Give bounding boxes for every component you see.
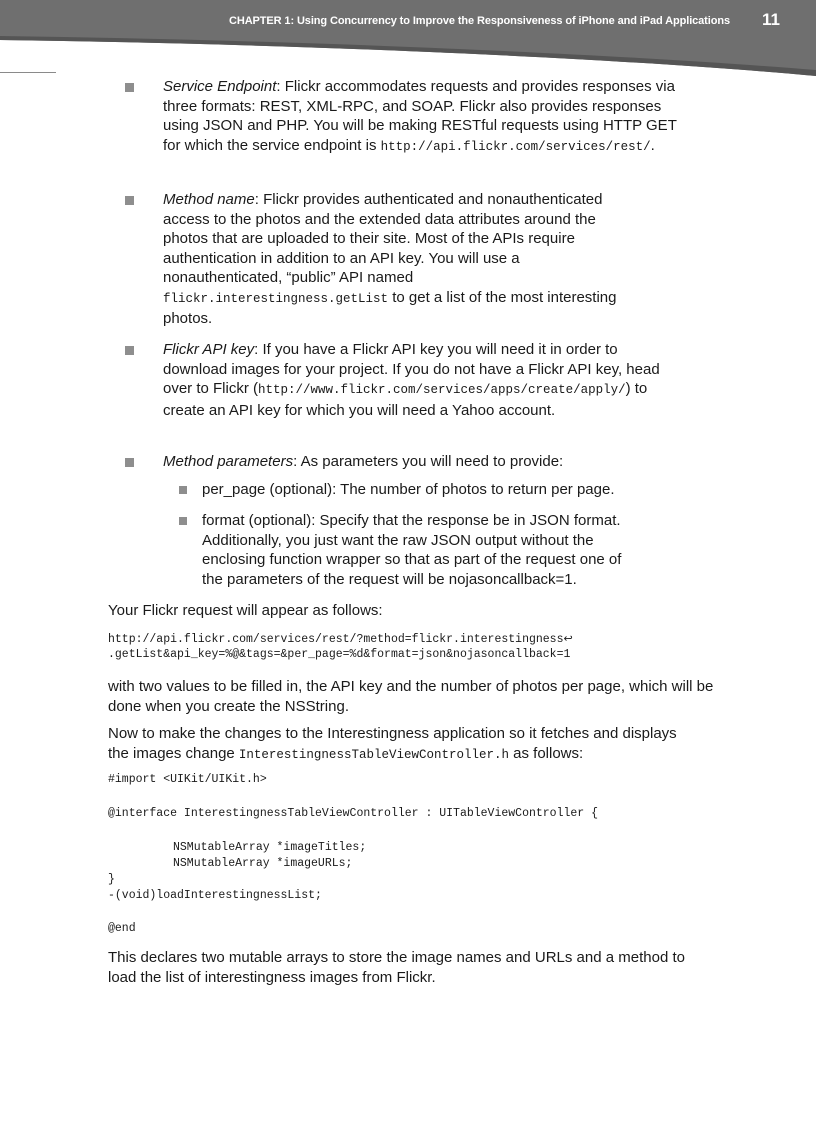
para-text: Now to make the changes to the Interestingness application so it fetches and displays the images change xyxy=(108,725,677,762)
bullet-text: : If you have a Flickr API key you will need it in order to download images for your project. If you do not have a Flickr API key, head over to Flickr ( xyxy=(163,341,660,397)
page-header xyxy=(0,0,816,80)
bullet-term: Method parameters xyxy=(163,453,294,470)
code-interface: @interface InterestingnessTableViewController : UITableViewController { xyxy=(108,807,598,820)
code-image-titles: NSMutableArray *imageTitles; xyxy=(173,841,367,854)
bullet-term: Service Endpoint xyxy=(163,78,277,95)
sub-bullet-square-icon xyxy=(179,517,187,525)
bullet-flickr-api-key xyxy=(163,340,663,420)
bullet-after: to get a list of the most interesting photos. xyxy=(163,288,617,327)
bullet-service-endpoint xyxy=(163,77,683,157)
bullet-square-icon xyxy=(125,83,134,92)
request-code-line: http://api.flickr.com/services/rest/?method=flickr.interestingness xyxy=(108,633,564,646)
bullet-method-name xyxy=(163,190,628,329)
inline-code: InterestingnessTableViewController.h xyxy=(238,747,509,762)
bullet-code: http://api.flickr.com/services/rest/ xyxy=(380,139,651,154)
page-number: 11 xyxy=(762,10,780,29)
line-continuation-icon: ↩ xyxy=(563,632,573,645)
bullet-after: ) to create an API key for which you will need a Yahoo account. xyxy=(163,380,648,419)
code-end: @end xyxy=(108,922,136,935)
bullet-text: : As parameters you will need to provide: xyxy=(293,453,564,470)
code-close-brace: } xyxy=(108,873,115,886)
bullet-code: http://www.flickr.com/services/apps/create/apply/ xyxy=(258,383,626,397)
para-declares: This declares two mutable arrays to store the image names and URLs and a method to load the list of interestingness images from Flickr. xyxy=(108,949,685,986)
bullet-method-parameters xyxy=(163,452,683,472)
request-code-line: .getList&api_key=%@&tags=&per_page=%d&format=json&nojasoncallback=1 xyxy=(108,648,571,661)
sub-bullet-per-page: per_page (optional): The number of photos to return per page. xyxy=(202,481,615,498)
bullet-term: Flickr API key xyxy=(163,341,255,358)
para-text: as follows: xyxy=(508,744,584,762)
bullet-code: flickr.interestingness.getList xyxy=(163,291,389,306)
bullet-text: : Flickr provides authenticated and nonauthenticated access to the photos and the extended data attributes around the photos that are uploaded to their site. Most of the APIs require authentication in addition to an API key. You will use a nonauthenticated, “public” API named xyxy=(163,191,603,286)
bullet-square-icon xyxy=(125,458,134,467)
code-import: #import <UIKit/UIKit.h> xyxy=(108,773,267,786)
sub-bullet-format: format (optional): Specify that the response be in JSON format. Additionally, you just want the raw JSON output without the enclosing function wrapper so that as part of the request one of the parameters of the request will be nojasoncallback=1. xyxy=(202,512,622,588)
request-code-block xyxy=(108,631,573,662)
bullet-term: Method name xyxy=(163,191,255,208)
margin-rule xyxy=(0,72,56,73)
chapter-title: CHAPTER 1: Using Concurrency to Improve the Responsiveness of iPhone and iPad Applications xyxy=(229,15,730,27)
para-request-intro: Your Flickr request will appear as follows: xyxy=(108,602,383,619)
sub-bullet-square-icon xyxy=(179,486,187,494)
para-changes xyxy=(108,724,698,765)
header-band xyxy=(0,0,816,80)
bullet-text: : Flickr accommodates requests and provides responses via three formats: REST, XML-RPC, and SOAP. Flickr also provides responses using JSON and PHP. You will be making RESTful requests using HTTP GET for which the service endpoint is xyxy=(163,78,677,154)
bullet-square-icon xyxy=(125,346,134,355)
code-method-declaration: -(void)loadInterestingnessList; xyxy=(108,889,322,902)
bullet-after: . xyxy=(650,136,655,154)
code-image-urls: NSMutableArray *imageURLs; xyxy=(173,857,353,870)
bullet-square-icon xyxy=(125,196,134,205)
para-values: with two values to be filled in, the API key and the number of photos per page, which will be done when you create the NSString. xyxy=(108,678,714,715)
